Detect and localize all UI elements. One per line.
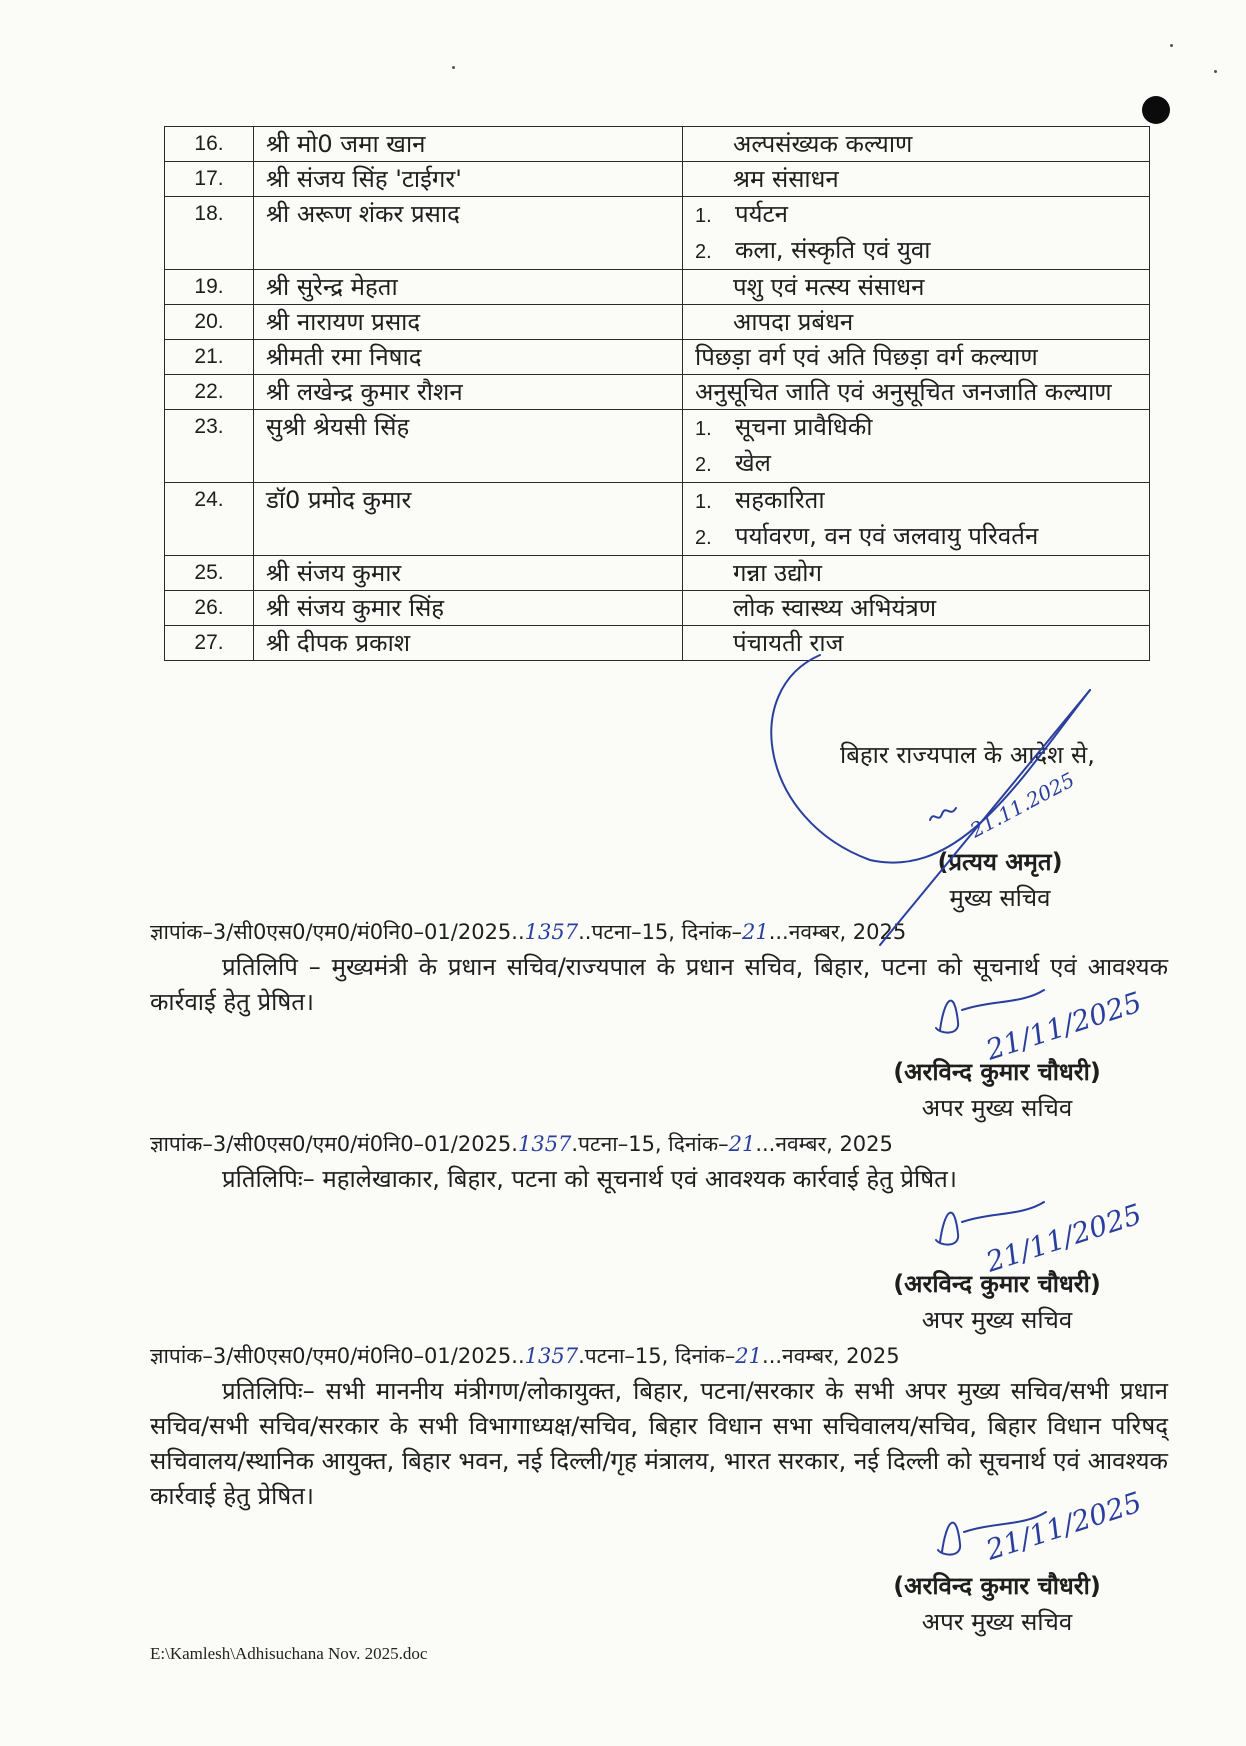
minister-name-cell: श्री नारायण प्रसाद [254, 305, 683, 340]
scan-speck [452, 66, 455, 69]
department-item-label: पिछड़ा वर्ग एवं अति पिछड़ा वर्ग कल्याण [695, 343, 1038, 371]
minister-name-cell: श्री मो0 जमा खान [254, 127, 683, 162]
serial-number-cell: 27. [165, 626, 254, 661]
table-body [165, 127, 1150, 661]
department-item-label: अल्पसंख्यक कल्याण [733, 130, 913, 158]
minister-name-cell: श्री संजय कुमार सिंह [254, 591, 683, 626]
copy-paragraph-3: प्रतिलिपिः– सभी माननीय मंत्रीगण/लोकायुक्त, बिहार, पटना/सरकार के सभी अपर मुख्य सचिव/सभी प्रधान सचिव/सभी सचिव/सरकार के सभी विभागाध्यक्ष/सचिव, बिहार विधान सभा सचिवालय/सचिव, बिहार विधान परिषद् सचिवालय/स्थानिक आयुक्त, बिहार भवन, नई दिल्ली/गृह मंत्रालय, भारत सरकार, नई दिल्ली को सूचनार्थ एवं आवश्यक कार्रवाई हेतु प्रेषित। [150, 1377, 1168, 1510]
department-cell [683, 375, 1150, 410]
table-row [165, 340, 1150, 375]
serial-number-cell: 22. [165, 375, 254, 410]
memo-line-2: ज्ञापांक–3/सी0एस0/एम0/मं0नि0–01/2025.1357.पटना–15, दिनांक–21...नवम्बर, 2025 [150, 1132, 893, 1156]
serial-number-cell: 18. [165, 197, 254, 270]
table-row [165, 483, 1150, 556]
signatory-designation: अपर मुख्य सचिव [921, 1306, 1073, 1334]
department-item-label: सूचना प्रावैधिकी [735, 413, 873, 441]
acs-signature-block-1 [872, 1054, 1122, 1126]
memo-line-1: ज्ञापांक–3/सी0एस0/एम0/मं0नि0–01/2025..1357..पटना–15, दिनांक–21...नवम्बर, 2025 [150, 920, 907, 944]
department-item-label: लोक स्वास्थ्य अभियंत्रण [733, 594, 937, 622]
department-item [695, 197, 1139, 233]
department-item [695, 519, 1139, 555]
table-row [165, 197, 1150, 270]
acs-signature-block-2 [872, 1266, 1122, 1338]
department-item-label: खेल [735, 449, 771, 477]
department-item-label: श्रम संसाधन [733, 165, 839, 193]
minister-name-cell: डॉ0 प्रमोद कुमार [254, 483, 683, 556]
chief-secretary-signature-block [910, 844, 1090, 916]
minister-name-cell: श्री लखेन्द्र कुमार रौशन [254, 375, 683, 410]
signatory-name: (अरविन्द कुमार चौधरी) [893, 1270, 1101, 1298]
acs-signature-block-3 [872, 1568, 1122, 1640]
minister-department-table [164, 126, 1150, 661]
serial-number-cell: 23. [165, 410, 254, 483]
signatory-designation: अपर मुख्य सचिव [921, 1094, 1073, 1122]
acs-signature-icon [936, 1202, 1044, 1245]
department-cell [683, 127, 1150, 162]
table-row [165, 591, 1150, 626]
department-item-number: 2. [695, 241, 712, 263]
serial-number-cell: 16. [165, 127, 254, 162]
department-item-label: पर्यावरण, वन एवं जलवायु परिवर्तन [735, 522, 1039, 550]
department-item-number: 2. [695, 454, 712, 476]
department-cell [683, 340, 1150, 375]
scan-speck [1214, 70, 1217, 73]
department-cell [683, 270, 1150, 305]
serial-number-cell: 19. [165, 270, 254, 305]
minister-name-cell: श्री अरूण शंकर प्रसाद [254, 197, 683, 270]
minister-name-cell: श्री सुरेन्द्र मेहता [254, 270, 683, 305]
department-item-label: अनुसूचित जाति एवं अनुसूचित जनजाति कल्याण [695, 378, 1112, 406]
minister-name-cell: श्री संजय सिंह 'टाईगर' [254, 162, 683, 197]
department-item-number: 1. [695, 418, 712, 440]
signatory-name: (अरविन्द कुमार चौधरी) [893, 1572, 1101, 1600]
department-item [695, 446, 1139, 482]
signatory-name: (अरविन्द कुमार चौधरी) [893, 1058, 1101, 1086]
handwritten-date-3: 21/11/2025 [981, 1197, 1146, 1279]
department-item-number: 1. [695, 205, 712, 227]
minister-name-cell: श्री संजय कुमार [254, 556, 683, 591]
memo-day: 21 [728, 1132, 756, 1156]
department-item [695, 233, 1139, 269]
department-cell [683, 197, 1150, 270]
department-item-label: गन्ना उद्योग [733, 559, 823, 587]
department-cell [683, 410, 1150, 483]
table-row [165, 270, 1150, 305]
department-item-label: पशु एवं मत्स्य संसाधन [733, 273, 925, 301]
department-cell [683, 626, 1150, 661]
serial-number-cell: 24. [165, 483, 254, 556]
signatory-name: (प्रत्यय अमृत) [937, 848, 1063, 876]
acs-signature-icon [938, 1512, 1046, 1555]
department-cell [683, 556, 1150, 591]
department-item-label: सहकारिता [735, 486, 825, 514]
serial-number-cell: 17. [165, 162, 254, 197]
memo-line-3: ज्ञापांक–3/सी0एस0/एम0/मं0नि0–01/2025..1357.पटना–15, दिनांक–21...नवम्बर, 2025 [150, 1344, 900, 1368]
memo-day: 21 [741, 920, 769, 944]
department-cell [683, 591, 1150, 626]
department-cell [683, 162, 1150, 197]
serial-number-cell: 26. [165, 591, 254, 626]
scan-speck [1170, 44, 1173, 47]
memo-number: 1357 [524, 1344, 579, 1368]
serial-number-cell: 21. [165, 340, 254, 375]
department-cell [683, 305, 1150, 340]
signature-stroke-icon [930, 808, 956, 820]
department-item-number: 2. [695, 527, 712, 549]
signatory-designation: अपर मुख्य सचिव [921, 1608, 1073, 1636]
department-item-label: कला, संस्कृति एवं युवा [735, 236, 931, 264]
handwritten-date-1: 21.11.2025 [966, 767, 1079, 843]
table-row [165, 556, 1150, 591]
serial-number-cell: 20. [165, 305, 254, 340]
signatory-designation: मुख्य सचिव [949, 884, 1051, 912]
order-line: बिहार राज्यपाल के आदेश से, [840, 741, 1095, 769]
punch-hole [1142, 96, 1170, 124]
serial-number-cell: 25. [165, 556, 254, 591]
handwritten-date-4: 21/11/2025 [981, 1485, 1146, 1567]
footer-file-path: E:\Kamlesh\Adhisuchana Nov. 2025.doc [150, 1644, 428, 1663]
minister-name-cell: श्रीमती रमा निषाद [254, 340, 683, 375]
department-item-label: आपदा प्रबंधन [733, 308, 854, 336]
table-row [165, 127, 1150, 162]
table-row [165, 162, 1150, 197]
table-row [165, 305, 1150, 340]
department-cell [683, 483, 1150, 556]
department-item-label: पर्यटन [735, 200, 788, 228]
memo-number: 1357 [517, 1132, 572, 1156]
table-row [165, 626, 1150, 661]
memo-number: 1357 [524, 920, 579, 944]
minister-name-cell: सुश्री श्रेयसी सिंह [254, 410, 683, 483]
minister-name-cell: श्री दीपक प्रकाश [254, 626, 683, 661]
table-row [165, 375, 1150, 410]
department-item-number: 1. [695, 491, 712, 513]
table-row [165, 410, 1150, 483]
department-item [695, 410, 1139, 446]
handwritten-date-2: 21/11/2025 [981, 985, 1146, 1067]
copy-paragraph-2: प्रतिलिपिः– महालेखाकार, बिहार, पटना को सूचनार्थ एवं आवश्यक कार्रवाई हेतु प्रेषित। [222, 1165, 957, 1193]
memo-day: 21 [735, 1344, 763, 1368]
department-item-label: पंचायती राज [733, 629, 844, 657]
copy-paragraph-1: प्रतिलिपि – मुख्यमंत्री के प्रधान सचिव/राज्यपाल के प्रधान सचिव, बिहार, पटना को सूचनार्थ एवं आवश्यक कार्रवाई हेतु प्रेषित। [150, 953, 1168, 1016]
department-item [695, 483, 1139, 519]
